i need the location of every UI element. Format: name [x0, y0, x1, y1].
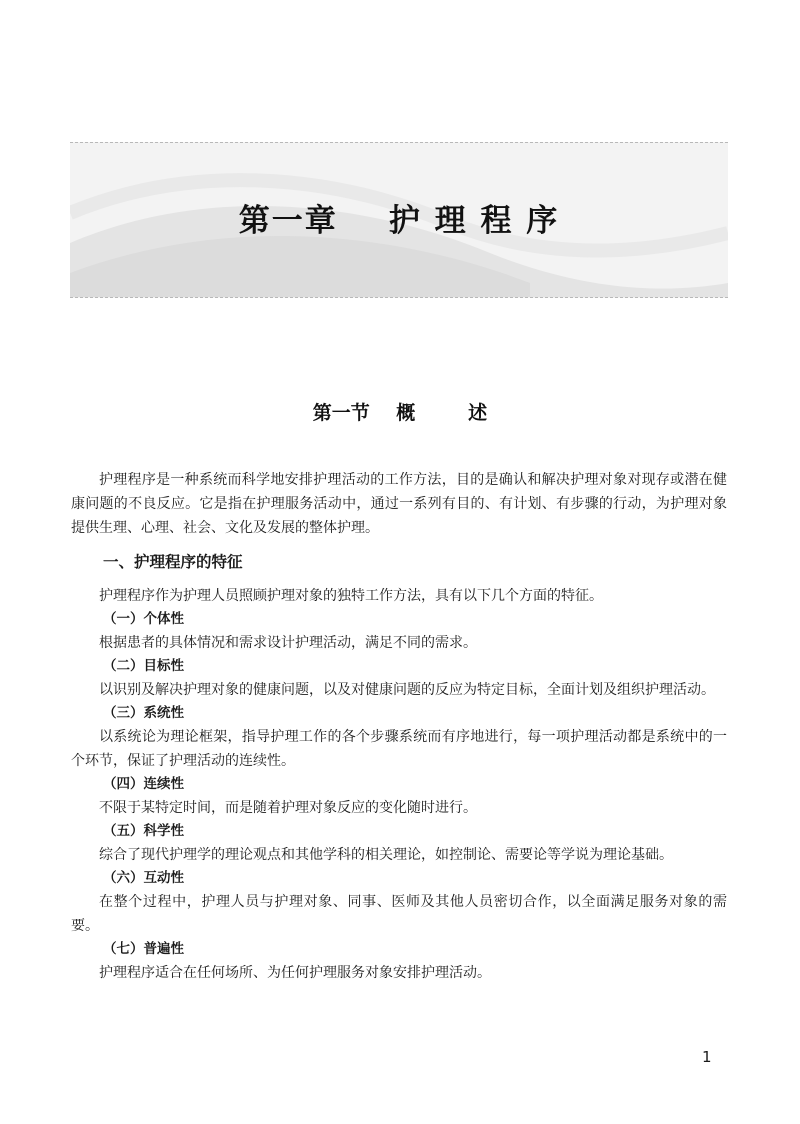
heading-features: 一、护理程序的特征: [103, 553, 243, 571]
feature-title-goal-oriented: （二）目标性: [103, 658, 184, 674]
feature-title-continuity: （四）连续性: [103, 776, 184, 792]
feature-text-goal-oriented: 以识别及解决护理对象的健康问题，以及对健康问题的反应为特定目标，全面计划及组织护理活动。: [99, 682, 715, 698]
feature-title-scientific: （五）科学性: [103, 823, 184, 839]
feature-text-individuality: 根据患者的具体情况和需求设计护理活动，满足不同的需求。: [99, 635, 477, 651]
feature-title-interactive: （六）互动性: [103, 870, 184, 886]
feature-text-scientific: 综合了现代护理学的理论观点和其他学科的相关理论，如控制论、需要论等学说为理论基础。: [99, 847, 673, 863]
features-intro-paragraph: 护理程序作为护理人员照顾护理对象的独特工作方法，具有以下几个方面的特征。: [99, 588, 603, 604]
chapter-banner: [70, 142, 728, 298]
feature-text-systematic: 以系统论为理论框架，指导护理工作的各个步骤系统而有序地进行，每一项护理活动都是系统中的一个环节，保证了护理活动的连续性。: [71, 729, 727, 769]
body-content: [71, 468, 727, 985]
feature-title-individuality: （一）个体性: [103, 611, 184, 627]
page-number: 1: [702, 1048, 712, 1066]
feature-title-universality: （七）普遍性: [103, 941, 184, 957]
feature-text-continuity: 不限于某特定时间，而是随着护理对象反应的变化随时进行。: [99, 800, 477, 816]
chapter-title: 第一章 护 理 程 序: [238, 203, 560, 239]
feature-text-universality: 护理程序适合在任何场所、为任何护理服务对象安排护理活动。: [99, 965, 491, 981]
feature-text-interactive: 在整个过程中，护理人员与护理对象、同事、医师及其他人员密切合作，以全面满足服务对象的需要。: [71, 894, 727, 934]
feature-title-systematic: （三）系统性: [103, 705, 184, 721]
intro-paragraph: 护理程序是一种系统而科学地安排护理活动的工作方法，目的是确认和解决护理对象对现存或潜在健康问题的不良反应。它是指在护理服务活动中，通过一系列有目的、有计划、有步骤的行动，为护理对象提供生理、心理、社会、文化及发展的整体护理。: [71, 472, 727, 536]
section-title: 第一节 概 述: [312, 402, 488, 424]
